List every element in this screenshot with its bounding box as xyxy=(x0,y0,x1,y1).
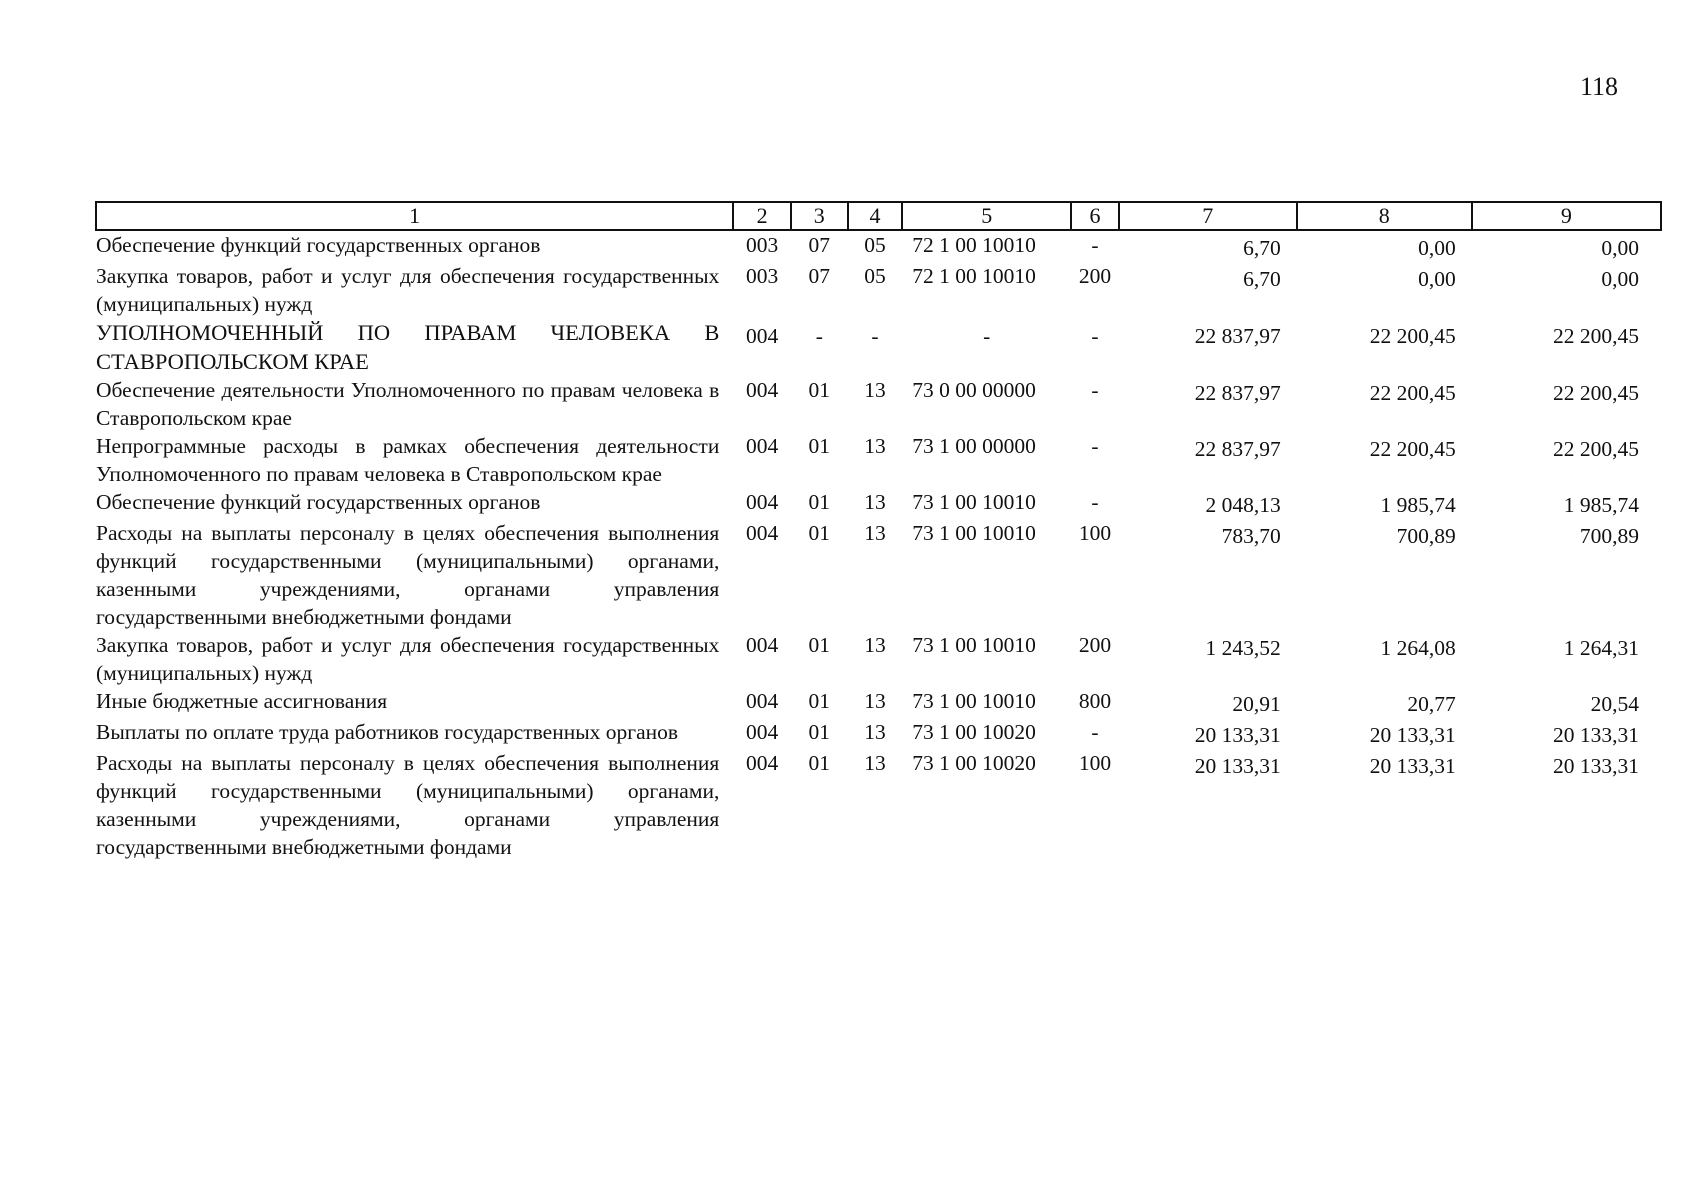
expense-type-code: - xyxy=(1091,720,1099,744)
section-code: 07 xyxy=(808,233,831,257)
amount-col9: 1 264,31 xyxy=(1563,636,1639,660)
column-header: 6 xyxy=(1071,202,1119,230)
amount-col8: 1 264,08 xyxy=(1380,636,1456,660)
amount-col8: 1 985,74 xyxy=(1380,493,1456,517)
ministry-code: 004 xyxy=(746,689,779,713)
subsection-code: 13 xyxy=(864,720,886,744)
section-code: 01 xyxy=(808,751,831,775)
amount-col9: 0,00 xyxy=(1601,267,1639,291)
subsection-code: 13 xyxy=(864,751,886,775)
expense-type-code: - xyxy=(1091,233,1099,257)
ministry-code: 003 xyxy=(746,233,779,257)
ministry-code: 003 xyxy=(746,264,779,288)
table-row xyxy=(96,432,1661,488)
amount-col7: 20 133,31 xyxy=(1194,754,1281,778)
subsection-code: 13 xyxy=(864,490,886,514)
expense-type-code: - xyxy=(1091,324,1099,348)
target-article-code: 73 1 00 10020 xyxy=(912,720,1036,744)
table-header-row xyxy=(96,202,1661,230)
target-article-code: 73 0 00 00000 xyxy=(912,378,1036,402)
subsection-code: 13 xyxy=(864,378,886,402)
expense-type-code: - xyxy=(1091,378,1099,402)
target-article-code: 73 1 00 10010 xyxy=(912,490,1036,514)
column-header: 5 xyxy=(902,202,1071,230)
amount-col8: 22 200,45 xyxy=(1369,437,1456,461)
amount-col9: 22 200,45 xyxy=(1553,437,1639,461)
amount-col8: 20,77 xyxy=(1407,692,1456,716)
amount-col8: 22 200,45 xyxy=(1369,381,1456,405)
amount-col9: 20 133,31 xyxy=(1553,723,1639,747)
amount-col7: 22 837,97 xyxy=(1194,437,1281,461)
amount-col8: 0,00 xyxy=(1418,236,1456,260)
expense-name: Обеспечение функций государственных органов xyxy=(96,490,541,514)
section-code: - xyxy=(815,324,823,348)
section-code: 01 xyxy=(808,521,831,545)
ministry-code: 004 xyxy=(746,434,779,458)
column-header: 8 xyxy=(1297,202,1472,230)
table-row xyxy=(96,519,1661,631)
subsection-code: 13 xyxy=(864,633,886,657)
section-code: 01 xyxy=(808,378,831,402)
amount-col9: 22 200,45 xyxy=(1553,381,1639,405)
table-row xyxy=(96,230,1661,262)
target-article-code: 73 1 00 00000 xyxy=(912,434,1036,458)
amount-col7: 2 048,13 xyxy=(1205,493,1281,517)
subsection-code: 05 xyxy=(864,264,886,288)
amount-col9: 700,89 xyxy=(1579,524,1639,548)
ministry-code: 004 xyxy=(746,633,779,657)
amount-col8: 20 133,31 xyxy=(1369,754,1456,778)
expense-type-code: - xyxy=(1091,490,1099,514)
target-article-code: 72 1 00 10010 xyxy=(912,233,1036,257)
subsection-code: 05 xyxy=(864,233,886,257)
amount-col7: 6,70 xyxy=(1243,267,1281,291)
amount-col7: 20 133,31 xyxy=(1194,723,1281,747)
page-number: 118 xyxy=(1580,72,1619,101)
amount-col8: 22 200,45 xyxy=(1369,324,1456,348)
amount-col7: 22 837,97 xyxy=(1194,324,1281,348)
column-header: 7 xyxy=(1119,202,1297,230)
table-row xyxy=(96,488,1661,519)
expense-name: Закупка товаров, работ и услуг для обеспечения государственных (муниципальных) нужд xyxy=(96,633,720,685)
ministry-code: 004 xyxy=(746,490,779,514)
subsection-code: 13 xyxy=(864,434,886,458)
amount-col7: 1 243,52 xyxy=(1205,636,1281,660)
table-row xyxy=(96,631,1661,687)
expense-type-code: 100 xyxy=(1078,751,1112,775)
target-article-code: 73 1 00 10010 xyxy=(912,521,1036,545)
expense-name: Обеспечение функций государственных органов xyxy=(96,233,541,257)
target-article-code: 73 1 00 10020 xyxy=(912,751,1036,775)
target-article-code: - xyxy=(983,324,991,348)
expense-name: Выплаты по оплате труда работников государственных органов xyxy=(96,720,679,744)
amount-col8: 700,89 xyxy=(1396,524,1456,548)
amount-col7: 6,70 xyxy=(1243,236,1281,260)
budget-table xyxy=(95,201,1662,861)
target-article-code: 73 1 00 10010 xyxy=(912,633,1036,657)
expense-type-code: 800 xyxy=(1078,689,1112,713)
subsection-code: 13 xyxy=(864,689,886,713)
amount-col9: 0,00 xyxy=(1601,236,1639,260)
amount-col8: 20 133,31 xyxy=(1369,723,1456,747)
expense-name: Расходы на выплаты персоналу в целях обеспечения выполнения функций государственными (муниципальными) органами, казенными учреждениями, органами управления государственными внебюджетными фондами xyxy=(96,751,720,859)
section-code: 01 xyxy=(808,434,831,458)
expense-name: Иные бюджетные ассигнования xyxy=(96,689,388,713)
column-header: 9 xyxy=(1472,202,1661,230)
subsection-code: 13 xyxy=(864,521,886,545)
ministry-code: 004 xyxy=(746,521,779,545)
table-row xyxy=(96,262,1661,318)
section-code: 01 xyxy=(808,720,831,744)
ministry-code: 004 xyxy=(746,720,779,744)
expense-name: Расходы на выплаты персоналу в целях обеспечения выполнения функций государственными (муниципальными) органами, казенными учреждениями, органами управления государственными внебюджетными фондами xyxy=(96,521,720,629)
expense-type-code: 200 xyxy=(1078,633,1112,657)
expense-name: Обеспечение деятельности Уполномоченного по правам человека в Ставропольском крае xyxy=(96,378,720,430)
amount-col9: 20 133,31 xyxy=(1553,754,1639,778)
amount-col9: 1 985,74 xyxy=(1563,493,1639,517)
section-code: 01 xyxy=(808,633,831,657)
amount-col7: 783,70 xyxy=(1221,524,1281,548)
expense-type-code: 100 xyxy=(1078,521,1112,545)
amount-col7: 22 837,97 xyxy=(1194,381,1281,405)
expense-name: Закупка товаров, работ и услуг для обеспечения государственных (муниципальных) нужд xyxy=(96,264,720,316)
table-row xyxy=(96,687,1661,718)
table-row xyxy=(96,318,1661,376)
table-row xyxy=(96,718,1661,749)
amount-col8: 0,00 xyxy=(1418,267,1456,291)
section-code: 07 xyxy=(808,264,831,288)
column-header: 3 xyxy=(791,202,848,230)
ministry-code: 004 xyxy=(746,751,779,775)
section-code: 01 xyxy=(808,689,831,713)
target-article-code: 73 1 00 10010 xyxy=(912,689,1036,713)
amount-col9: 20,54 xyxy=(1590,692,1639,716)
ministry-code: 004 xyxy=(746,378,779,402)
expense-name: УПОЛНОМОЧЕННЫЙ ПО ПРАВАМ ЧЕЛОВЕКА В СТАВРОПОЛЬСКОМ КРАЕ xyxy=(96,320,720,374)
table-row xyxy=(96,749,1661,861)
table-row xyxy=(96,376,1661,432)
column-header: 1 xyxy=(96,202,733,230)
amount-col7: 20,91 xyxy=(1232,692,1281,716)
expense-name: Непрограммные расходы в рамках обеспечения деятельности Уполномоченного по правам человека в Ставропольском крае xyxy=(96,434,720,486)
section-code: 01 xyxy=(808,490,831,514)
column-header: 2 xyxy=(733,202,791,230)
expense-type-code: - xyxy=(1091,434,1099,458)
target-article-code: 72 1 00 10010 xyxy=(912,264,1036,288)
expense-type-code: 200 xyxy=(1078,264,1112,288)
column-header: 4 xyxy=(848,202,903,230)
subsection-code: - xyxy=(871,324,879,348)
amount-col9: 22 200,45 xyxy=(1553,324,1639,348)
ministry-code: 004 xyxy=(746,324,779,348)
